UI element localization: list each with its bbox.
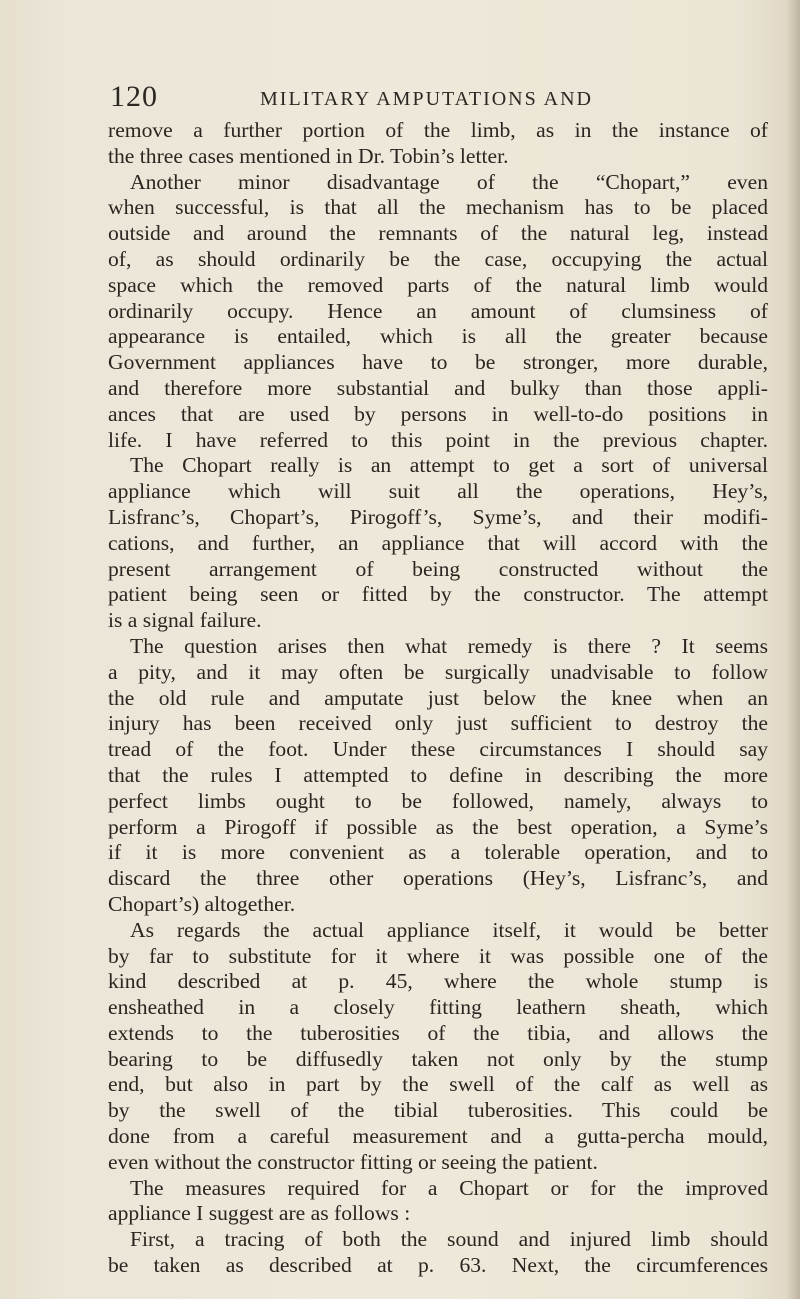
text-line: the three cases mentioned in Dr. Tobin’s letter. xyxy=(108,143,509,168)
text-line: remove a further portion of the limb, as in the instance of xyxy=(108,118,768,142)
text-line: tread of the foot. Under these circumstances I should say xyxy=(108,737,768,762)
text-line: extends to the tuberosities of the tibia, and allows the xyxy=(108,1020,768,1045)
text-line: by far to substitute for it where it was possible one of the xyxy=(108,943,768,968)
text-line: and therefore more substantial and bulky than those appli- xyxy=(108,375,768,400)
text-line: As regards the actual appliance itself, it would be better xyxy=(130,917,768,942)
text-line: that the rules I attempted to define in describing the more xyxy=(108,762,768,787)
text-line: perfect limbs ought to be followed, namely, always to xyxy=(108,788,768,813)
text-line: appliance I suggest are as follows : xyxy=(108,1201,411,1226)
text-line: Chopart’s) altogether. xyxy=(108,891,296,916)
text-line: done from a careful measurement and a gutta-percha mould, xyxy=(108,1124,768,1149)
text-line: Lisfranc’s, Chopart’s, Pirogoff’s, Syme’s, and their modifi- xyxy=(108,504,768,529)
text-line: even without the constructor fitting or seeing the patient. xyxy=(108,1149,598,1174)
running-head: MILITARY AMPUTATIONS AND xyxy=(260,88,593,110)
text-line: present arrangement of being constructed without the xyxy=(108,556,768,581)
text-line: if it is more convenient as a tolerable operation, and to xyxy=(108,840,768,865)
text-line: patient being seen or fitted by the constructor. The attempt xyxy=(108,582,768,607)
text-line: ordinarily occupy. Hence an amount of clumsiness of xyxy=(108,298,768,323)
body-text xyxy=(108,118,768,1279)
text-line: appearance is entailed, which is all the greater because xyxy=(108,324,768,349)
page-edge-shadow xyxy=(786,0,800,1299)
text-line: injury has been received only just sufficient to destroy the xyxy=(108,711,768,736)
text-line: discard the three other operations (Hey’s, Lisfranc’s, and xyxy=(108,866,768,891)
text-line: when successful, is that all the mechanism has to be placed xyxy=(108,195,768,220)
text-line: is a signal failure. xyxy=(108,608,262,633)
page-header xyxy=(110,80,770,114)
text-line: cations, and further, an appliance that will accord with the xyxy=(108,530,768,555)
text-line: Another minor disadvantage of the “Chopart,” even xyxy=(130,169,768,194)
text-line: ances that are used by persons in well-to-do positions in xyxy=(108,401,768,426)
page-number: 120 xyxy=(110,80,158,113)
text-line: bearing to be diffusedly taken not only by the stump xyxy=(108,1046,768,1071)
text-line: appliance which will suit all the operations, Hey’s, xyxy=(108,479,768,504)
text-line: end, but also in part by the swell of the calf as well as xyxy=(108,1072,768,1097)
text-line: The question arises then what remedy is there ? It seems xyxy=(130,633,768,658)
text-line: Government appliances have to be stronger, more durable, xyxy=(108,350,768,375)
text-line: life. I have referred to this point in the previous chapter. xyxy=(108,427,768,452)
text-line: space which the removed parts of the natural limb would xyxy=(108,272,768,297)
text-line: The Chopart really is an attempt to get a sort of universal xyxy=(130,453,768,478)
text-line: by the swell of the tibial tuberosities. This could be xyxy=(108,1098,768,1123)
text-line: perform a Pirogoff if possible as the best operation, a Syme’s xyxy=(108,814,768,839)
text-line: outside and around the remnants of the natural leg, instead xyxy=(108,221,768,246)
text-line: The measures required for a Chopart or for the improved xyxy=(130,1175,768,1200)
text-line: ensheathed in a closely fitting leathern sheath, which xyxy=(108,995,768,1020)
text-line: of, as should ordinarily be the case, occupying the actual xyxy=(108,246,768,271)
text-line: kind described at p. 45, where the whole stump is xyxy=(108,969,768,994)
text-line: be taken as described at p. 63. Next, the circumferences xyxy=(108,1253,768,1278)
text-line: the old rule and amputate just below the knee when an xyxy=(108,685,768,710)
text-line: a pity, and it may often be surgically unadvisable to follow xyxy=(108,659,768,684)
text-line: First, a tracing of both the sound and injured limb should xyxy=(130,1227,768,1252)
